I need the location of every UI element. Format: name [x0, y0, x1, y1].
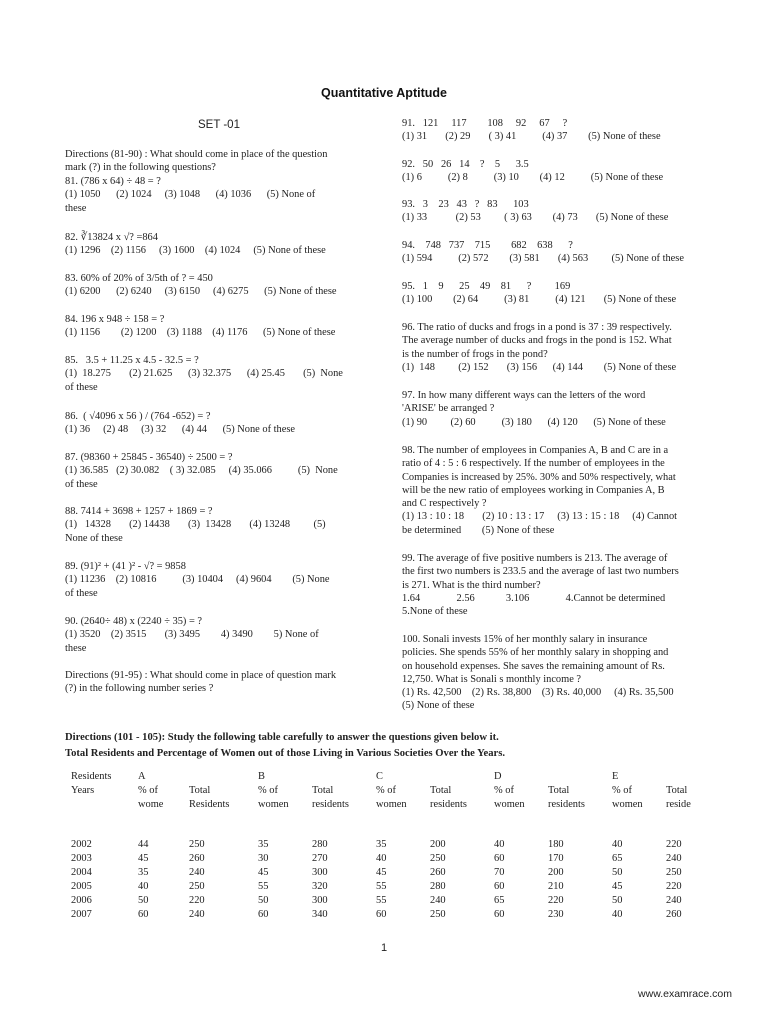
set-label: SET -01 — [198, 119, 240, 131]
table-cell: 2007 — [71, 909, 92, 920]
question-line: 81. (786 x 64) ÷ 48 = ? — [65, 176, 161, 187]
question-q84 — [65, 313, 335, 340]
question-q100 — [402, 633, 674, 713]
question-line: 12,750. What is Sonali s monthly income ? — [402, 673, 582, 685]
table-cell: 2003 — [71, 853, 92, 864]
question-line: (1) 6 (2) 8 (3) 10 (4) 12 (5) None of these — [402, 172, 664, 184]
question-q94 — [402, 239, 684, 266]
table-cell: 65 — [612, 853, 623, 864]
table-cell: 60 — [376, 909, 387, 920]
table-cell: 340 — [312, 909, 328, 920]
table-cell: 300 — [312, 867, 328, 878]
table-cell: 240 — [189, 867, 205, 878]
table-cell: 260 — [666, 909, 682, 920]
question-line: 5.None of these — [402, 606, 468, 618]
residents-table — [68, 770, 717, 922]
question-line: (1) 14328 (2) 14438 (3) 13428 (4) 13248 (5) — [65, 519, 326, 531]
question-line: of these — [65, 478, 98, 490]
question-line: mark (?) in the following questions? — [65, 162, 216, 174]
question-line: these — [65, 202, 87, 214]
question-line: (1) 6200 (2) 6240 (3) 6150 (4) 6275 (5) None of these — [65, 286, 337, 298]
question-line: 92. 50 26 14 ? 5 3.5 — [402, 159, 529, 170]
table-cell: Total — [430, 785, 452, 796]
question-line: the first two numbers is 233.5 and the average of last two numbers — [402, 566, 679, 578]
question-q89 — [65, 560, 330, 600]
table-cell: 2002 — [71, 839, 92, 850]
table-cell: 35 — [258, 839, 269, 850]
table-cell: C — [376, 771, 383, 782]
table-cell: % of — [494, 785, 514, 796]
table-cell: 70 — [494, 867, 505, 878]
table-cell: residents — [312, 799, 349, 810]
question-line: these — [65, 642, 87, 654]
table-cell: Total — [666, 785, 688, 796]
table-cell: Total — [189, 785, 211, 796]
question-line: 1.64 2.56 3.106 4.Cannot be determined — [402, 592, 666, 604]
question-line: is the number of frogs in the pond? — [402, 348, 548, 360]
table-cell: A — [138, 771, 146, 782]
table-cell: 2005 — [71, 881, 92, 892]
question-line: 100. Sonali invests 15% of her monthly salary in insurance — [402, 634, 648, 645]
table-cell: 280 — [430, 881, 446, 892]
question-line: 98. The number of employees in Companies A, B and C are in a — [402, 445, 669, 456]
table-cell: 280 — [312, 839, 328, 850]
question-line: (1) 11236 (2) 10816 (3) 10404 (4) 9604 (5) None — [65, 574, 330, 586]
table-cell: 2004 — [71, 867, 92, 878]
table-cell: 250 — [430, 909, 446, 920]
table-cell: 50 — [138, 895, 149, 906]
table-header-row — [68, 770, 717, 784]
table-cell: women — [376, 799, 407, 810]
question-line: 85. 3.5 + 11.25 x 4.5 - 32.5 = ? — [65, 355, 199, 366]
table-cell: 35 — [376, 839, 387, 850]
question-line: (1) 36 (2) 48 (3) 32 (4) 44 (5) None of these — [65, 424, 295, 436]
table-cell: 30 — [258, 853, 269, 864]
question-line: Companies is increased by 25%. 30% and 50% respectively, what — [402, 471, 676, 483]
question-line: 96. The ratio of ducks and frogs in a pond is 37 : 39 respectively. — [402, 322, 672, 333]
table-row — [68, 852, 717, 866]
question-line: 82. ∛13824 x √? =864 — [65, 232, 158, 243]
question-line: (1) 31 (2) 29 ( 3) 41 (4) 37 (5) None of these — [402, 131, 661, 143]
table-cell: women — [612, 799, 643, 810]
table-cell: 2006 — [71, 895, 92, 906]
question-dir91 — [65, 669, 336, 696]
table-cell: 250 — [666, 867, 682, 878]
table-cell: 60 — [494, 853, 505, 864]
question-line: (1) 3520 (2) 3515 (3) 3495 4) 3490 5) None of — [65, 629, 319, 641]
table-cell: women — [258, 799, 289, 810]
question-line: 86. ( √4096 x 56 ) / (764 -652) = ? — [65, 411, 211, 422]
question-line: is 271. What is the third number? — [402, 579, 541, 591]
question-line: (1) 18.275 (2) 21.625 (3) 32.375 (4) 25.45 (5) None — [65, 368, 343, 380]
table-row — [68, 908, 717, 922]
question-line: (1) 33 (2) 53 ( 3) 63 (4) 73 (5) None of these — [402, 212, 669, 224]
table-cell: 220 — [548, 895, 564, 906]
question-line: (1) 148 (2) 152 (3) 156 (4) 144 (5) None of these — [402, 361, 677, 373]
question-q93 — [402, 198, 668, 225]
table-cell: % of — [612, 785, 632, 796]
question-q83 — [65, 272, 337, 299]
question-line: 87. (98360 + 25845 - 36540) ÷ 2500 = ? — [65, 452, 233, 463]
question-line: (1) 1156 (2) 1200 (3) 1188 (4) 1176 (5) None of these — [65, 327, 336, 339]
question-line: (1) 36.585 (2) 30.082 ( 3) 32.085 (4) 35.066 (5) None — [65, 465, 338, 477]
question-line: 99. The average of five positive numbers is 213. The average of — [402, 553, 668, 564]
table-cell: 240 — [666, 895, 682, 906]
question-line: 91. 121 117 108 92 67 ? — [402, 118, 568, 129]
table-cell: 270 — [312, 853, 328, 864]
table-cell: 180 — [548, 839, 564, 850]
question-q99 — [402, 552, 679, 618]
table-cell: wome — [138, 799, 164, 810]
question-q92 — [402, 158, 663, 185]
table-cell: Total — [312, 785, 334, 796]
table-cell: 320 — [312, 881, 328, 892]
table-cell: 50 — [612, 867, 623, 878]
question-line: 84. 196 x 948 ÷ 158 = ? — [65, 314, 165, 325]
question-q96 — [402, 321, 676, 374]
page-number: 1 — [380, 942, 388, 954]
table-cell: reside — [666, 799, 691, 810]
directions-line-1: Directions (101 - 105): Study the following table carefully to answer the questions given below it. — [65, 732, 499, 743]
table-cell: 210 — [548, 881, 564, 892]
question-line: 94. 748 737 715 682 638 ? — [402, 240, 573, 251]
table-cell — [427, 770, 491, 784]
table-cell: 45 — [376, 867, 387, 878]
question-q97 — [402, 389, 666, 429]
question-line: (1) Rs. 42,500 (2) Rs. 38,800 (3) Rs. 40,000 (4) Rs. 35,500 — [402, 687, 674, 699]
question-line: 'ARISE' be arranged ? — [402, 403, 495, 415]
table-cell: 240 — [430, 895, 446, 906]
question-line: ratio of 4 : 5 : 6 respectively. If the number of employees in the — [402, 458, 665, 470]
table-cell — [186, 770, 255, 784]
table-cell: 220 — [666, 839, 682, 850]
question-line: of these — [65, 381, 98, 393]
table-cell: 55 — [258, 881, 269, 892]
question-line: (5) None of these — [402, 700, 475, 712]
question-line: (1) 90 (2) 60 (3) 180 (4) 120 (5) None of these — [402, 416, 666, 428]
table-row — [68, 812, 717, 852]
table-cell: % of — [138, 785, 158, 796]
table-cell: 260 — [189, 853, 205, 864]
table-cell: 50 — [612, 895, 623, 906]
table-cell: 65 — [494, 895, 505, 906]
question-line: policies. She spends 55% of her monthly salary in shopping and — [402, 647, 669, 659]
question-line: on household expenses. She saves the remaining amount of Rs. — [402, 660, 665, 672]
question-line: 89. (91)² + (41 )² - √? = 9858 — [65, 561, 186, 572]
table-cell: 60 — [494, 909, 505, 920]
table-cell: 220 — [666, 881, 682, 892]
question-line: 97. In how many different ways can the letters of the word — [402, 390, 646, 401]
question-line: of these — [65, 587, 98, 599]
table-cell: 250 — [189, 839, 205, 850]
question-q91 — [402, 117, 661, 144]
question-q86 — [65, 410, 295, 437]
question-q82 — [65, 231, 326, 258]
table-cell: 55 — [376, 895, 387, 906]
table-cell: 260 — [430, 867, 446, 878]
question-line: Directions (91-95) : What should come in place of question mark — [65, 670, 337, 681]
table-directions — [65, 730, 755, 762]
table-row — [68, 866, 717, 880]
question-line: (1) 1050 (2) 1024 (3) 1048 (4) 1036 (5) None of — [65, 189, 316, 201]
table-cell: Years — [71, 785, 95, 796]
question-q90 — [65, 615, 319, 655]
table-cell: Residents — [71, 771, 112, 782]
table-cell: 300 — [312, 895, 328, 906]
table-cell: B — [258, 771, 265, 782]
table-cell: 60 — [494, 881, 505, 892]
question-line: (1) 1296 (2) 1156 (3) 1600 (4) 1024 (5) None of these — [65, 245, 326, 257]
table-cell: residents — [430, 799, 467, 810]
question-q98 — [402, 444, 677, 537]
table-cell: 40 — [494, 839, 505, 850]
question-q87 — [65, 451, 338, 491]
question-q81 — [65, 175, 315, 215]
directions-line-2: Total Residents and Percentage of Women out of those Living in Various Societies Over the Years. — [65, 748, 506, 759]
table-cell — [68, 798, 135, 812]
question-line: Directions (81-90) : What should come in place of the question — [65, 149, 328, 160]
table-cell: 240 — [666, 853, 682, 864]
site-footer: www.examrace.com — [638, 988, 732, 1000]
table-cell: 240 — [189, 909, 205, 920]
table-cell: 40 — [612, 839, 623, 850]
table-row — [68, 880, 717, 894]
question-line: be determined (5) None of these — [402, 524, 555, 536]
table-cell — [309, 770, 373, 784]
question-line: will be the new ratio of employees working in Companies A, B — [402, 484, 665, 496]
question-line: None of these — [65, 532, 123, 544]
question-line: and C respectively ? — [402, 498, 487, 510]
table-cell: 45 — [258, 867, 269, 878]
question-line: 83. 60% of 20% of 3/5th of ? = 450 — [65, 273, 213, 284]
table-cell: 60 — [138, 909, 149, 920]
question-q95 — [402, 280, 676, 307]
table-cell: 230 — [548, 909, 564, 920]
table-cell: 40 — [612, 909, 623, 920]
table-cell — [663, 770, 717, 784]
table-cell: 44 — [138, 839, 149, 850]
table-row — [68, 894, 717, 908]
table-cell: % of — [258, 785, 278, 796]
table-cell: 60 — [258, 909, 269, 920]
table-cell: 170 — [548, 853, 564, 864]
table-cell: 50 — [258, 895, 269, 906]
question-line: 90. (2640÷ 48) x (2240 ÷ 35) = ? — [65, 616, 203, 627]
table-cell: Residents — [189, 799, 230, 810]
table-cell: 45 — [612, 881, 623, 892]
table-cell: residents — [548, 799, 585, 810]
table-cell: women — [494, 799, 525, 810]
question-q85 — [65, 354, 343, 394]
table-cell: 200 — [548, 867, 564, 878]
table-cell: E — [612, 771, 619, 782]
table-cell: 250 — [430, 853, 446, 864]
table-cell: 250 — [189, 881, 205, 892]
question-q88 — [65, 505, 326, 545]
question-line: 95. 1 9 25 49 81 ? 169 — [402, 281, 571, 292]
question-line: 93. 3 23 43 ? 83 103 — [402, 199, 529, 210]
table-cell: 45 — [138, 853, 149, 864]
table-header-row — [68, 798, 717, 812]
table-cell: 55 — [376, 881, 387, 892]
question-line: The average number of ducks and frogs in the pond is 152. What — [402, 335, 672, 347]
table-cell: 35 — [138, 867, 149, 878]
question-line: (1) 594 (2) 572 (3) 581 (4) 563 (5) None of these — [402, 253, 684, 265]
page-title: Quantitative Aptitude — [321, 86, 447, 100]
question-dir81 — [65, 148, 327, 175]
table-cell: Total — [548, 785, 570, 796]
table-cell: 40 — [376, 853, 387, 864]
table-cell: % of — [376, 785, 396, 796]
question-line: (?) in the following number series ? — [65, 683, 214, 695]
question-line: (1) 13 : 10 : 18 (2) 10 : 13 : 17 (3) 13 : 15 : 18 (4) Cannot — [402, 511, 678, 523]
table-cell: D — [494, 771, 502, 782]
question-line: 88. 7414 + 3698 + 1257 + 1869 = ? — [65, 506, 213, 517]
table-cell: 40 — [138, 881, 149, 892]
table-cell: 200 — [430, 839, 446, 850]
table-cell: 220 — [189, 895, 205, 906]
table-header-row — [68, 784, 717, 798]
table-cell — [545, 770, 609, 784]
question-line: (1) 100 (2) 64 (3) 81 (4) 121 (5) None of these — [402, 294, 677, 306]
